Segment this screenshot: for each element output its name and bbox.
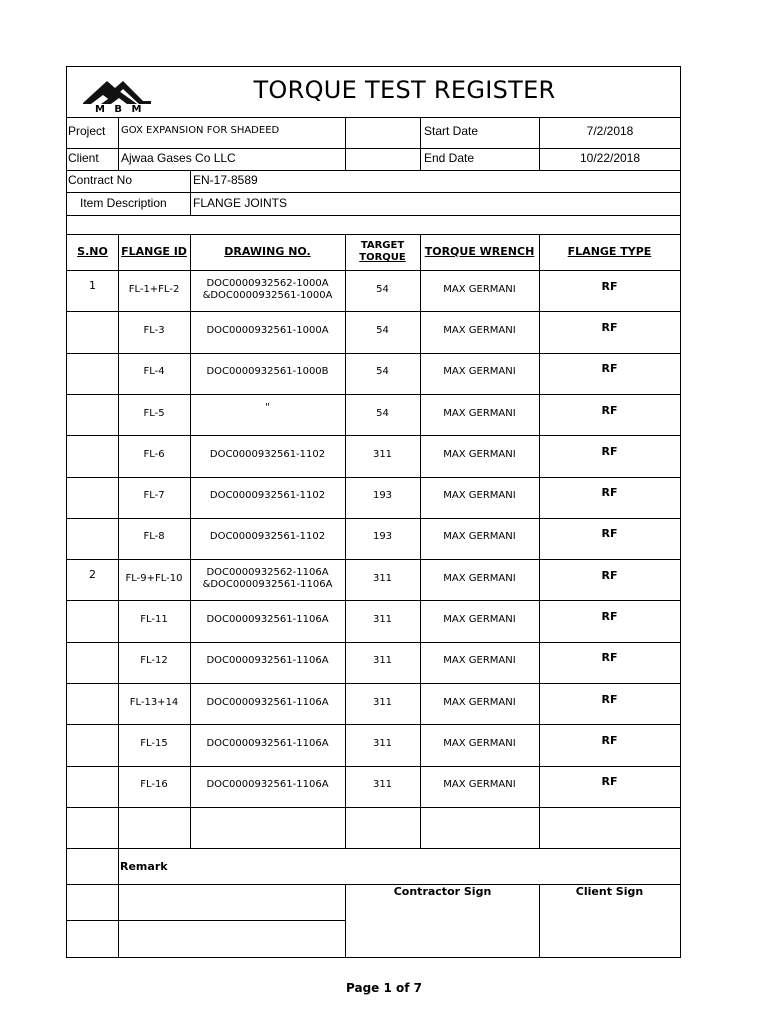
row-target-torque: 311 (372, 614, 393, 626)
contract-label: Contract No (68, 173, 133, 187)
row-torque-wrench: MAX GERMANI (443, 737, 516, 749)
col-header-flange-id: FLANGE ID (121, 245, 187, 258)
row-torque-wrench: MAX GERMANI (443, 572, 516, 584)
remark-label: Remark (120, 860, 168, 873)
row-flange-id: FL-5 (143, 407, 165, 419)
col-header-torque-wrench: TORQUE WRENCH (424, 245, 535, 258)
col-header-drawing-no: DRAWING NO. (224, 245, 311, 258)
contract-value: EN-17-8589 (193, 173, 258, 187)
page-title: TORQUE TEST REGISTER (253, 76, 556, 104)
row-drawing-no: " (265, 401, 270, 413)
row-torque-wrench: MAX GERMANI (443, 655, 516, 667)
torque-register-sheet (66, 66, 681, 958)
row-torque-wrench: MAX GERMANI (443, 366, 516, 378)
end-date-label: End Date (424, 151, 475, 165)
row-torque-wrench: MAX GERMANI (443, 324, 516, 336)
start-date-value: 7/2/2018 (586, 124, 634, 138)
start-date-label: Start Date (424, 124, 479, 138)
row-drawing-no: DOC0000932561-1106A (206, 696, 329, 708)
col-header-sno: S.NO (77, 245, 108, 258)
row-drawing-no: DOC0000932561-1102 (209, 531, 326, 543)
row-sno: 2 (89, 567, 96, 581)
row-torque-wrench: MAX GERMANI (443, 407, 516, 419)
end-date-value: 10/22/2018 (579, 151, 641, 165)
project-value: GOX EXPANSION FOR SHADEED (121, 125, 280, 136)
row-flange-id: FL-1+FL-2 (128, 283, 180, 295)
row-drawing-no: DOC0000932561-1000A (206, 324, 329, 336)
company-logo (81, 73, 157, 117)
row-flange-id: FL-11 (140, 614, 168, 626)
row-drawing-no: DOC0000932561-1106A (206, 655, 329, 667)
row-flange-id: FL-6 (143, 448, 165, 460)
row-target-torque: 54 (376, 407, 389, 419)
project-label: Project (68, 124, 106, 138)
row-target-torque: 54 (376, 324, 389, 336)
item-description-label: Item Description (80, 196, 167, 210)
client-label: Client (68, 151, 99, 165)
row-torque-wrench: MAX GERMANI (443, 614, 516, 626)
row-flange-id: FL-16 (140, 779, 168, 791)
row-target-torque: 54 (376, 283, 389, 295)
page-footer: Page 1 of 7 (346, 981, 422, 995)
row-flange-type: RF (601, 692, 618, 706)
row-drawing-no: DOC0000932561-1106A (206, 779, 329, 791)
row-flange-type: RF (601, 403, 618, 417)
row-flange-type: RF (601, 486, 618, 500)
row-flange-type: RF (601, 527, 618, 541)
row-target-torque: 311 (372, 696, 393, 708)
row-flange-type: RF (601, 651, 618, 665)
row-flange-type: RF (601, 733, 618, 747)
col-header-target-torque-line2: TORQUE (359, 252, 406, 263)
row-torque-wrench: MAX GERMANI (443, 779, 516, 791)
row-flange-id: FL-3 (143, 324, 165, 336)
row-flange-id: FL-13+14 (129, 696, 179, 708)
row-drawing-no: DOC0000932561-1000B (206, 366, 329, 378)
row-flange-type: RF (601, 320, 618, 334)
row-drawing-no: DOC0000932561-1102 (209, 448, 326, 460)
row-target-torque: 311 (372, 448, 393, 460)
row-drawing-no: DOC0000932562-1106A (206, 566, 329, 578)
row-torque-wrench: MAX GERMANI (443, 531, 516, 543)
row-drawing-no-2: &DOC0000932561-1000A (202, 289, 333, 301)
row-target-torque: 311 (372, 779, 393, 791)
row-flange-id: FL-4 (143, 366, 165, 378)
item-description-value: FLANGE JOINTS (193, 196, 288, 210)
row-sno: 1 (89, 278, 96, 292)
row-flange-type: RF (601, 775, 618, 789)
row-flange-id: FL-12 (140, 655, 168, 667)
client-value: Ajwaa Gases Co LLC (121, 151, 236, 165)
row-torque-wrench: MAX GERMANI (443, 283, 516, 295)
row-drawing-no: DOC0000932562-1000A (206, 277, 329, 289)
col-header-flange-type: FLANGE TYPE (567, 245, 652, 258)
row-flange-type: RF (601, 279, 618, 293)
client-sign-label: Client Sign (575, 885, 644, 898)
row-flange-type: RF (601, 362, 618, 376)
row-torque-wrench: MAX GERMANI (443, 448, 516, 460)
row-flange-type: RF (601, 610, 618, 624)
contractor-sign-label: Contractor Sign (393, 885, 492, 898)
logo-letters: M B M (95, 104, 145, 115)
row-target-torque: 311 (372, 572, 393, 584)
row-flange-type: RF (601, 568, 618, 582)
row-drawing-no-2: &DOC0000932561-1106A (202, 578, 333, 590)
row-torque-wrench: MAX GERMANI (443, 696, 516, 708)
row-target-torque: 311 (372, 737, 393, 749)
row-drawing-no: DOC0000932561-1102 (209, 490, 326, 502)
col-header-target-torque-line1: TARGET (360, 240, 405, 251)
row-drawing-no: DOC0000932561-1106A (206, 737, 329, 749)
row-flange-id: FL-15 (140, 737, 168, 749)
row-torque-wrench: MAX GERMANI (443, 490, 516, 502)
row-flange-type: RF (601, 444, 618, 458)
row-target-torque: 193 (372, 531, 393, 543)
row-flange-id: FL-7 (143, 490, 165, 502)
row-target-torque: 54 (376, 366, 389, 378)
row-target-torque: 193 (372, 490, 393, 502)
row-flange-id: FL-8 (143, 531, 165, 543)
row-target-torque: 311 (372, 655, 393, 667)
row-flange-id: FL-9+FL-10 (125, 572, 183, 584)
row-drawing-no: DOC0000932561-1106A (206, 614, 329, 626)
